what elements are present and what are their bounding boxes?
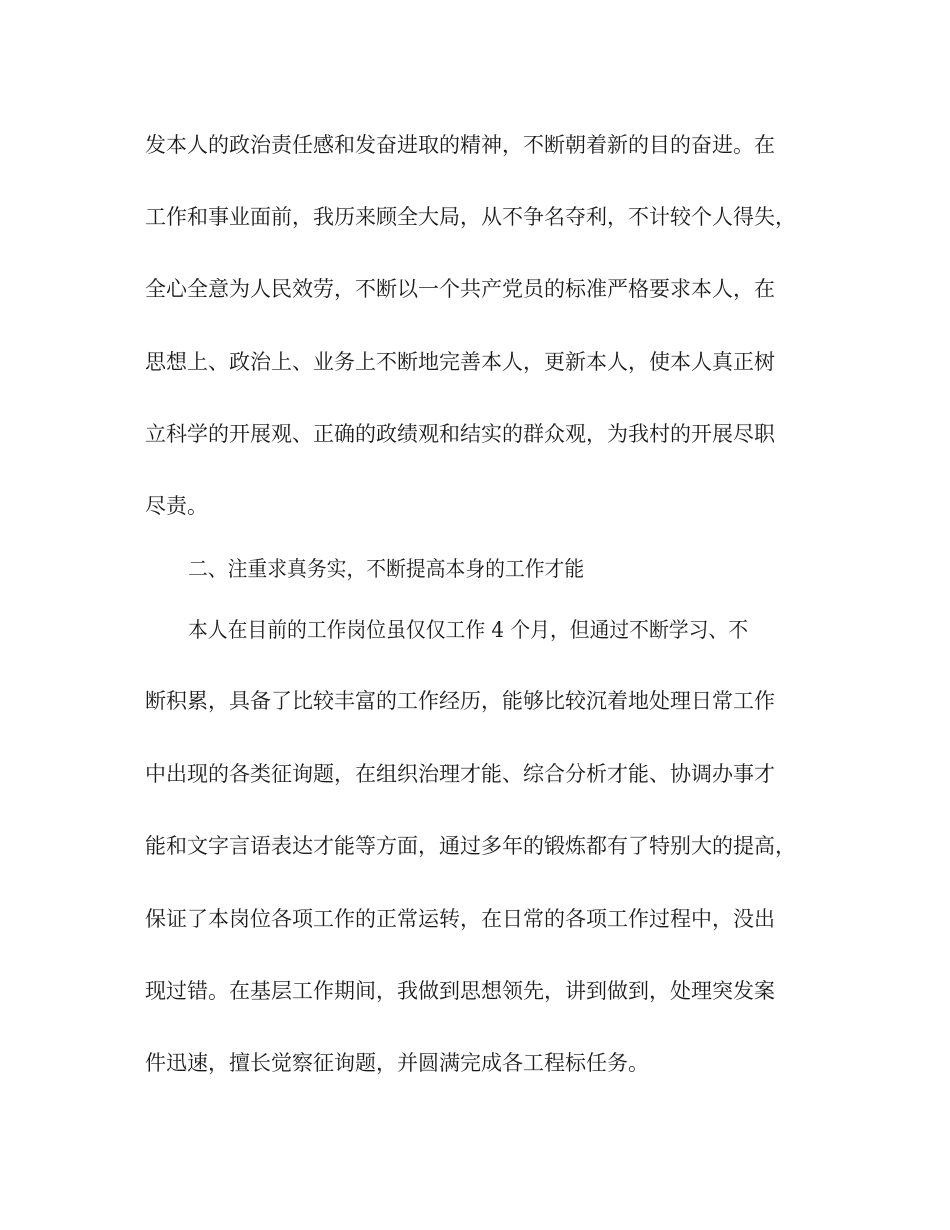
paragraph-line: 思想上、政治上、业务上不断地完善本人，更新本人，使本人真正树	[145, 350, 775, 374]
paragraph-line: 本人在目前的工作岗位虽仅仅工作 4 个月，但通过不断学习、不	[188, 618, 749, 642]
paragraph-line: 全心全意为人民效劳，不断以一个共产党员的标准严格要求本人，在	[145, 277, 775, 301]
paragraph-line: 发本人的政治责任感和发奋进取的精神，不断朝着新的目的奋进。在	[145, 133, 775, 157]
paragraph-line: 能和文字言语表达才能等方面，通过多年的锻炼都有了特别大的提高，	[145, 834, 796, 858]
paragraph-line: 中出现的各类征询题，在组织治理才能、综合分析才能、协调办事才	[145, 762, 775, 786]
paragraph-line: 立科学的开展观、正确的政绩观和结实的群众观，为我村的开展尽职	[145, 422, 775, 446]
paragraph-line: 断积累，具备了比较丰富的工作经历，能够比较沉着地处理日常工作	[145, 689, 775, 713]
paragraph-line: 工作和事业面前，我历来顾全大局，从不争名夺利，不计较个人得失，	[145, 205, 796, 229]
section-heading: 二、注重求真务实，不断提高本身的工作才能	[188, 557, 585, 581]
paragraph-line: 保证了本岗位各项工作的正常运转，在日常的各项工作过程中，没出	[145, 907, 775, 931]
paragraph-line: 现过错。在基层工作期间，我做到思想领先，讲到做到，处理突发案	[145, 979, 775, 1003]
paragraph-line: 尽责。	[145, 494, 208, 518]
paragraph-line: 件迅速，擅长觉察征询题，并圆满完成各工程标任务。	[145, 1051, 649, 1075]
